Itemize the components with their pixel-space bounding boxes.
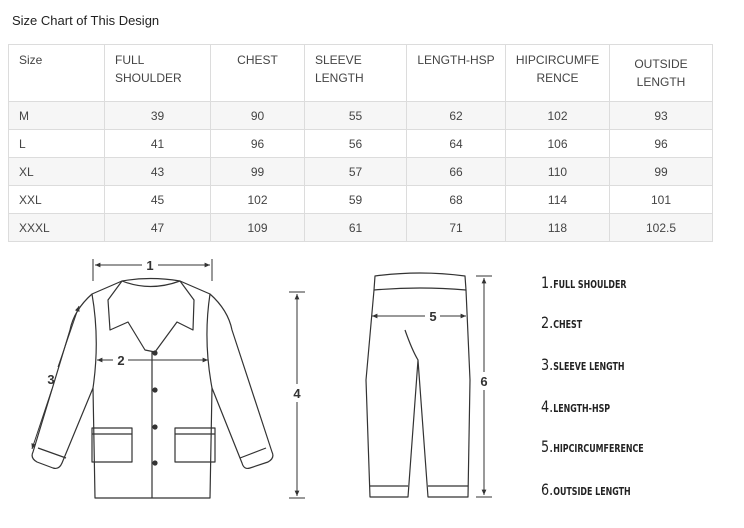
size-cell: M [9,102,105,130]
pants-waistband [374,273,466,290]
shirt-left-cuff [38,448,66,458]
measure-label-2: 2 [117,353,125,368]
value-cell: 110 [506,158,610,186]
legend-item-length-hsp: 4.LENGTH-HSP [541,397,611,416]
value-cell: 55 [305,102,407,130]
value-cell: 68 [407,186,506,214]
legend-item-chest: 2.CHEST [541,313,583,332]
shirt-right-pocket [175,428,215,462]
value-cell: 43 [105,158,211,186]
value-cell: 106 [506,130,610,158]
shirt-right-armhole [207,294,212,388]
legend-item-hip-circumference: 5.HIPCIRCUMFERENCE [541,437,644,456]
header-sleeve-length: SLEEVE LENGTH [305,45,407,102]
measure-label-1: 1 [146,258,154,273]
value-cell: 45 [105,186,211,214]
value-cell: 66 [407,158,506,186]
value-cell: 114 [506,186,610,214]
value-cell: 56 [305,130,407,158]
value-cell: 47 [105,214,211,242]
value-cell: 57 [305,158,407,186]
pants-outline [366,290,470,497]
shirt-illustration [32,279,273,499]
measure-label-3: 3 [47,372,55,387]
shirt-left-pocket [92,428,132,462]
measure-label-4: 4 [293,386,301,401]
value-cell: 102.5 [610,214,713,242]
header-outside-length: OUTSIDE LENGTH [610,45,713,102]
value-cell: 102 [211,186,305,214]
page-title: Size Chart of This Design [12,13,160,28]
value-cell: 93 [610,102,713,130]
value-cell: 99 [211,158,305,186]
header-length-hsp: LENGTH-HSP [407,45,506,102]
value-cell: 61 [305,214,407,242]
value-cell: 64 [407,130,506,158]
value-cell: 59 [305,186,407,214]
value-cell: 96 [610,130,713,158]
value-cell: 71 [407,214,506,242]
value-cell: 41 [105,130,211,158]
measure-label-5: 5 [429,309,437,324]
size-cell: XXXL [9,214,105,242]
legend-item-outside-length: 6.OUTSIDE LENGTH [541,480,631,499]
pants-crotch [405,330,418,360]
button [152,350,157,355]
size-cell: XXL [9,186,105,214]
value-cell: 99 [610,158,713,186]
value-cell: 39 [105,102,211,130]
shirt-left-lapel [108,281,155,352]
value-cell: 90 [211,102,305,130]
size-cell: L [9,130,105,158]
button [152,387,157,392]
shirt-right-cuff [240,448,266,458]
measure-label-6: 6 [480,374,488,389]
value-cell: 62 [407,102,506,130]
value-cell: 101 [610,186,713,214]
size-cell: XL [9,158,105,186]
header-full-shoulder: FULL SHOULDER [105,45,211,102]
header-hip-circumference: HIPCIRCUMFE RENCE [506,45,610,102]
value-cell: 118 [506,214,610,242]
shirt-right-lapel [155,281,194,352]
button [152,424,157,429]
value-cell: 109 [211,214,305,242]
value-cell: 102 [506,102,610,130]
legend-item-sleeve-length: 3.SLEEVE LENGTH [541,355,625,374]
shirt-buttons [152,350,157,465]
shirt-left-armhole [92,294,96,388]
header-size: Size [9,45,105,102]
button [152,460,157,465]
value-cell: 96 [211,130,305,158]
pants-illustration [366,273,470,497]
header-chest: CHEST [211,45,305,102]
shirt-collar-back [122,281,180,287]
legend-item-full-shoulder: 1.FULL SHOULDER [541,273,627,292]
